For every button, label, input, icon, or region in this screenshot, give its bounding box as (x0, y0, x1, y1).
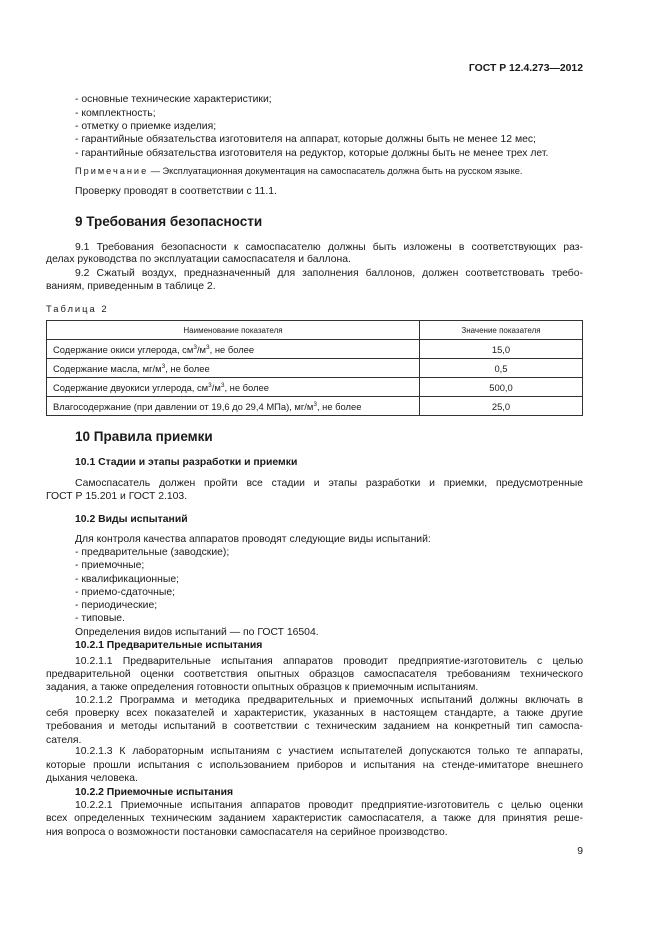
table-2 (46, 320, 583, 416)
table-cell: Содержание масла, $мг/м^3$, не более (47, 359, 420, 378)
table-caption: Таблица 2 (46, 303, 109, 314)
paragraph-line: которые прошли испытания с использованием приборов и испытания на стенде-имитаторе внешнего (46, 760, 583, 771)
list-item: - приемо-сдаточные; (75, 587, 176, 598)
subsection-10-2-title: 10.2 Виды испытаний (75, 514, 188, 525)
paragraph-10-1-line: Самоспасатель должен пройти все стадии и этапы разработки и приемки, предусмотренные (75, 478, 583, 489)
table-cell: 500,0 (420, 378, 583, 397)
list-item: - приемочные; (75, 560, 145, 571)
note-label: Примечание (75, 166, 149, 176)
table-row (47, 397, 583, 416)
table-cell: Влагосодержание (при давлении от 19,6 до 29,4 МПа), $мг/м^3$, не более (47, 397, 420, 416)
note (75, 165, 522, 178)
paragraph-line: задания, а также определения готовности опытных образцов к приемочным испытаниям. (46, 682, 479, 693)
paragraph-9-2-line: ваниям, приведенным в таблице 2. (46, 281, 216, 292)
paragraph-line: требования и методы испытаний в соответствии с техническим заданием на конкретный тип самоспа- (46, 721, 583, 732)
table-header-cell: Наименование показателя (47, 321, 420, 340)
list-item: - квалификационные; (75, 574, 179, 585)
paragraph-line: предварительной оценки соответствия опытных образцов самоспасателя требованиям технического (46, 669, 583, 680)
paragraph-line: всех определенных техническим заданием характеристик самоспасателя, а также для принятия реше- (46, 813, 583, 824)
check-text: Проверку проводят в соответствии с 11.1. (75, 186, 277, 197)
subsection-10-2-1-title: 10.2.1 Предварительные испытания (75, 640, 263, 651)
paragraph-line: сателя. (46, 735, 82, 746)
page-number: 9 (577, 846, 583, 857)
paragraph-line: 10.2.1.2 Программа и методика предварительных и приемочных испытаний должны включать в (75, 695, 583, 706)
paragraph-line: 10.2.2.1 Приемочные испытания аппаратов проводит предприятие-изготовитель с целью оценки (75, 800, 583, 811)
table-cell: 25,0 (420, 397, 583, 416)
section-9-title: 9 Требования безопасности (75, 214, 263, 229)
table-row (47, 378, 583, 397)
table-cell: 0,5 (420, 359, 583, 378)
tests-intro: Для контроля качества аппаратов проводят следующие виды испытаний: (75, 534, 431, 545)
table-row (47, 340, 583, 359)
table-cell: Содержание двуокиси углерода, $см^3/м^3$, не более (47, 378, 420, 397)
subsection-10-2-2-title: 10.2.2 Приемочные испытания (75, 787, 234, 798)
list-item: - основные технические характеристики; (75, 94, 272, 105)
document-id: ГОСТ Р 12.4.273—2012 (468, 63, 583, 74)
paragraph-10-1-line: ГОСТ Р 15.201 и ГОСТ 2.103. (46, 491, 188, 502)
table-header-cell: Значение показателя (420, 321, 583, 340)
list-item: - периодические; (75, 600, 158, 611)
list-item: - гарантийные обязательства изготовителя на аппарат, которые должны быть не менее 12 мес; (75, 134, 536, 145)
subsection-10-1-title: 10.1 Стадии и этапы разработки и приемки (75, 457, 298, 468)
list-item: - гарантийные обязательства изготовителя на редуктор, которые должны быть не менее трех лет. (75, 148, 549, 159)
paragraph-9-1-line: делах руководства по эксплуатации самоспасателя и баллона. (46, 254, 351, 265)
list-item: - отметку о приемке изделия; (75, 121, 217, 132)
table-cell: 15,0 (420, 340, 583, 359)
paragraph-line: ния вопроса о возможности постановки самоспасателя на серийное производство. (46, 827, 448, 838)
section-10-title: 10 Правила приемки (75, 429, 213, 444)
paragraph-9-2-line: 9.2 Сжатый воздух, предназначенный для заполнения баллонов, должен соответствовать требо- (75, 268, 583, 279)
paragraph-line: 10.2.1.3 К лабораторным испытаниям с участием испытателей допускаются только те аппараты, (75, 746, 583, 757)
note-text: — Эксплуатационная документация на самоспасатель должна быть на русском языке. (148, 166, 523, 176)
list-item: - типовые. (75, 613, 125, 624)
definitions-text: Определения видов испытаний — по ГОСТ 16504. (75, 627, 319, 638)
paragraph-line: 10.2.1.1 Предварительные испытания аппаратов проводит предприятие-изготовитель с целью (75, 656, 583, 667)
table-row (47, 359, 583, 378)
list-item: - комплектность; (75, 108, 156, 119)
table-header-row (47, 321, 583, 340)
list-item: - предварительные (заводские); (75, 547, 230, 558)
table-cell: Содержание окиси углерода, $см^3/м^3$, не более (47, 340, 420, 359)
paragraph-line: себя проверку всех показателей и характеристик, указанных в настоящем стандарте, а также другие (46, 708, 583, 719)
paragraph-9-1-line: 9.1 Требования безопасности к самоспасателю должны быть изложены в соответствующих раз- (75, 242, 583, 253)
paragraph-line: дыхания человека. (46, 773, 138, 784)
